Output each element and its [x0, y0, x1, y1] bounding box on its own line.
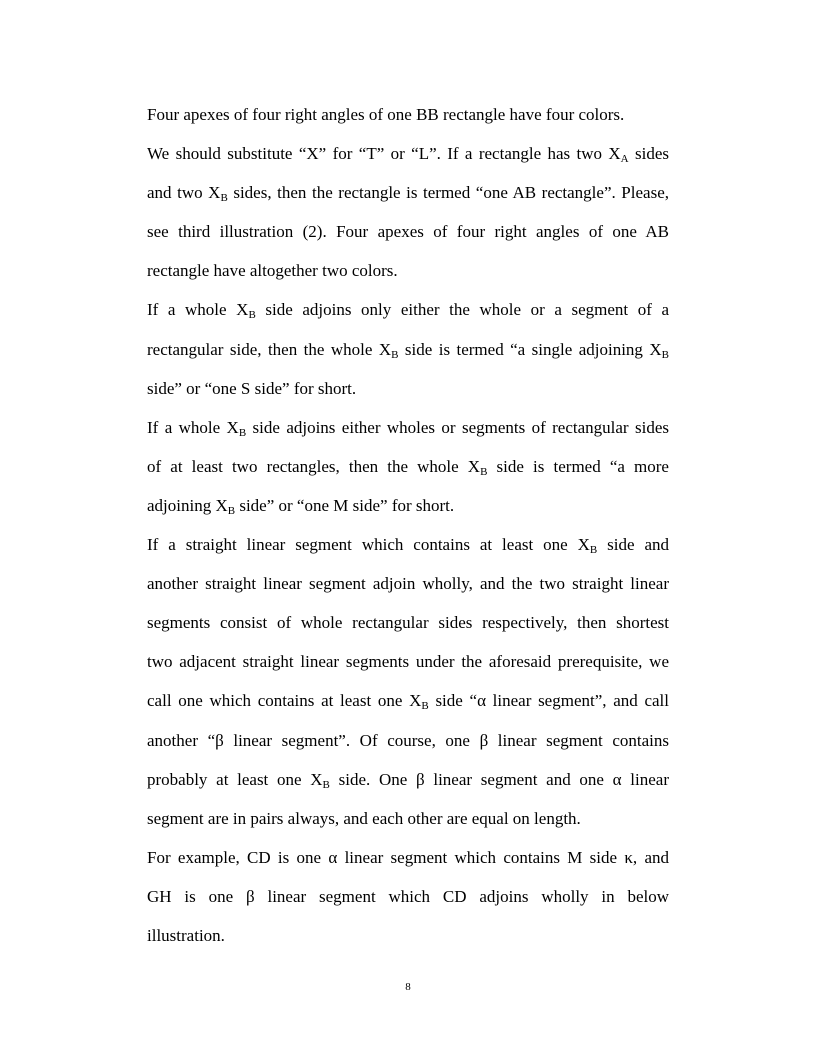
text-line: [147, 408, 669, 447]
text-line: [147, 212, 669, 251]
text-line: [147, 877, 669, 916]
text-line: [147, 330, 669, 369]
subscript: B: [227, 504, 236, 517]
text-line: [147, 642, 669, 681]
text-line: [147, 799, 669, 838]
subscript: A: [620, 153, 629, 166]
text-line-content: two adjacent straight linear segments under the aforesaid prerequisite, we: [147, 652, 669, 672]
text-line: [147, 251, 669, 290]
text-line-content: segments consist of whole rectangular sides respectively, then shortest: [147, 613, 669, 633]
text-line-content: side” or “one S side” for short.: [147, 378, 357, 398]
text-fragment: adjoining X: [147, 495, 228, 515]
text-line: [147, 525, 669, 564]
text-fragment: probably at least one X: [147, 769, 323, 789]
text-line-content: another straight linear segment adjoin wholly, and the two straight linear: [147, 574, 669, 594]
subscript: B: [248, 309, 256, 322]
text-line: [147, 564, 669, 603]
text-fragment: side and: [597, 535, 669, 555]
text-fragment: sides: [628, 144, 669, 164]
text-line: [147, 95, 669, 134]
text-line-content: see third illustration (2). Four apexes of four right angles of one AB: [147, 222, 669, 242]
text-fragment: If a straight linear segment which contains at least one X: [147, 535, 590, 555]
text-fragment: side. One β linear segment and one α linear: [329, 769, 669, 789]
text-line: [147, 721, 669, 760]
text-fragment: sides, then the rectangle is termed “one AB rectangle”. Please,: [227, 183, 669, 203]
text-line: [147, 290, 669, 329]
text-fragment: of at least two rectangles, then the whole X: [147, 456, 481, 476]
text-line-content: rectangle have altogether two colors.: [147, 261, 398, 281]
text-fragment: We should substitute “X” for “T” or “L”. If a rectangle has two X: [147, 144, 621, 164]
subscript: B: [480, 465, 488, 478]
text-line: [147, 173, 669, 212]
text-line: [147, 447, 669, 486]
subscript: B: [421, 700, 429, 713]
text-fragment: side adjoins only either the whole or a segment of a: [255, 300, 669, 320]
text-line-content: segment are in pairs always, and each other are equal on length.: [147, 808, 581, 828]
subscript: B: [391, 348, 399, 361]
document-body: [147, 95, 669, 955]
text-fragment: rectangular side, then the whole X: [147, 339, 392, 359]
subscript: B: [238, 426, 247, 439]
text-line: [147, 838, 669, 877]
subscript: B: [589, 544, 598, 557]
text-line: [147, 603, 669, 642]
text-line: [147, 760, 669, 799]
text-fragment: call one which contains at least one X: [147, 691, 422, 711]
text-line: [147, 369, 669, 408]
text-line-content: illustration.: [147, 925, 225, 945]
subscript: B: [322, 778, 330, 791]
text-line: [147, 486, 669, 525]
subscript: B: [661, 348, 669, 361]
text-line-content: Four apexes of four right angles of one BB rectangle have four colors.: [147, 105, 625, 124]
text-line: [147, 134, 669, 173]
subscript: B: [220, 192, 228, 205]
text-fragment: and two X: [147, 183, 221, 203]
text-fragment: side is termed “a single adjoining X: [398, 339, 662, 359]
text-fragment: side “α linear segment”, and call: [428, 691, 669, 711]
text-fragment: If a whole X: [147, 300, 249, 320]
text-line-content: For example, CD is one α linear segment which contains M side κ, and: [147, 847, 669, 867]
text-fragment: side adjoins either wholes or segments of rectangular sides: [246, 417, 669, 437]
text-line-content: GH is one β linear segment which CD adjoins wholly in below: [147, 886, 669, 906]
page-number: 8: [405, 981, 411, 993]
text-fragment: side is termed “a more: [487, 456, 669, 476]
text-fragment: side” or “one M side” for short.: [235, 495, 455, 515]
text-fragment: If a whole X: [147, 417, 239, 437]
text-line-content: another “β linear segment”. Of course, one β linear segment contains: [147, 730, 669, 750]
text-line: [147, 681, 669, 720]
text-line: [147, 916, 669, 955]
